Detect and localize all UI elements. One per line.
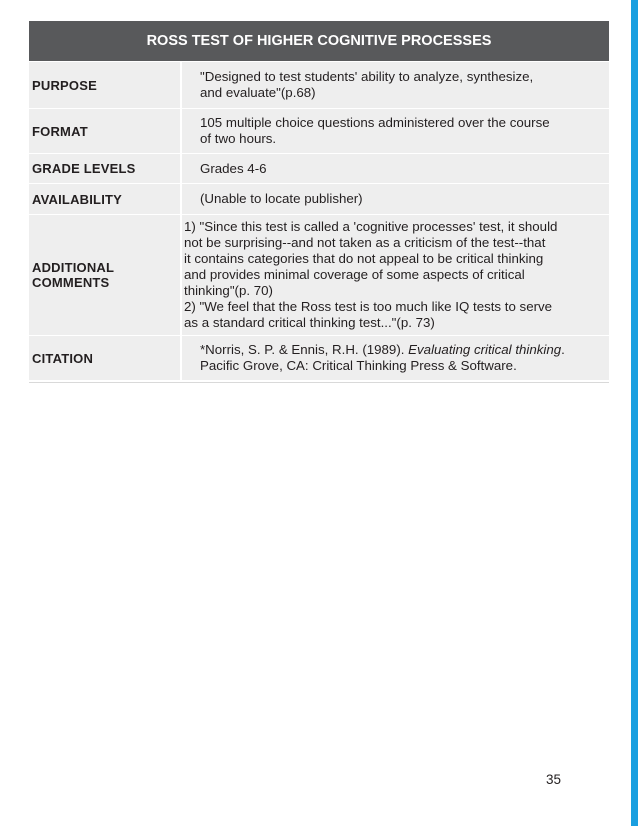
grade-levels-value: Grades 4-6	[181, 154, 609, 184]
table-row	[29, 62, 609, 109]
citation-line-1	[200, 342, 603, 358]
table-row	[29, 215, 609, 336]
citation-book-title: Evaluating critical thinking	[408, 342, 562, 357]
availability-label: AVAILABILITY	[29, 184, 181, 215]
additional-comments-label-line-2: COMMENTS	[32, 275, 110, 290]
page-number: 35	[546, 772, 562, 787]
table-row	[29, 154, 609, 184]
grade-levels-label: GRADE LEVELS	[29, 154, 181, 184]
format-label: FORMAT	[29, 109, 181, 154]
assessment-table	[29, 21, 609, 381]
additional-comments-label	[29, 215, 181, 336]
table-bottom-divider	[29, 382, 609, 383]
citation-value	[181, 336, 609, 381]
purpose-line-1: "Designed to test students' ability to analyze, synthesize,	[200, 69, 534, 84]
table-title: ROSS TEST OF HIGHER COGNITIVE PROCESSES	[29, 21, 609, 62]
citation-suffix: .	[561, 342, 565, 357]
comment-line: 2) "We feel that the Ross test is too much like IQ tests to serve	[184, 299, 553, 314]
comment-line: it contains categories that do not appeal to be critical thinking	[184, 251, 544, 266]
citation-label: CITATION	[29, 336, 181, 381]
additional-comments-value	[181, 215, 609, 336]
purpose-value	[181, 62, 609, 109]
purpose-label: PURPOSE	[29, 62, 181, 109]
comment-line: 1) "Since this test is called a 'cognitive processes' test, it should	[184, 219, 558, 234]
table-row	[29, 336, 609, 381]
availability-value: (Unable to locate publisher)	[181, 184, 609, 215]
purpose-line-2: and evaluate"(p.68)	[200, 85, 316, 100]
additional-comments-label-line-1: ADDITIONAL	[32, 260, 115, 275]
format-value	[181, 109, 609, 154]
comment-line: and provides minimal coverage of some aspects of critical	[184, 267, 525, 282]
format-line-2: of two hours.	[200, 131, 277, 146]
accent-side-bar	[631, 0, 638, 826]
table-row	[29, 184, 609, 215]
comment-line: as a standard critical thinking test..."(p. 73)	[184, 315, 435, 330]
table-row	[29, 109, 609, 154]
citation-line-2: Pacific Grove, CA: Critical Thinking Press & Software.	[200, 358, 517, 373]
citation-prefix: *Norris, S. P. & Ennis, R.H. (1989).	[200, 342, 409, 357]
comment-line: thinking"(p. 70)	[184, 283, 273, 298]
format-line-1: 105 multiple choice questions administered over the course	[200, 115, 550, 130]
comment-line: not be surprising--and not taken as a criticism of the test--that	[184, 235, 546, 250]
